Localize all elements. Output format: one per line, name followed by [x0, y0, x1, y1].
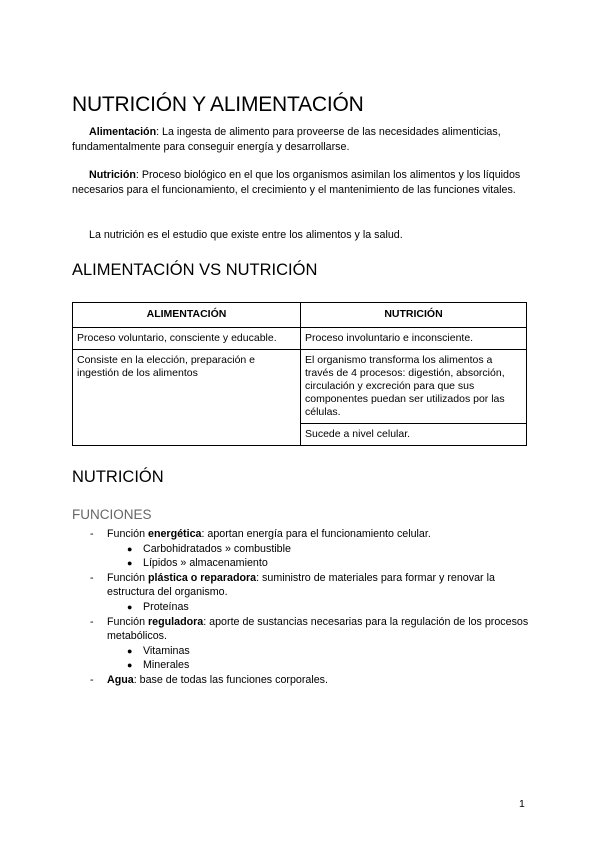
section-heading-vs: ALIMENTACIÓN VS NUTRICIÓN — [72, 261, 318, 279]
dot-bullet-icon: ● — [127, 645, 133, 656]
list-subitem — [90, 644, 530, 659]
item-bold: Agua — [107, 673, 134, 686]
term-alimentacion: Alimentación — [89, 126, 157, 138]
table-cell: Consiste en la elección, preparación e ingestión de los alimentos — [73, 350, 301, 446]
dot-bullet-icon: ● — [127, 660, 133, 671]
item-bold: plástica o reparadora — [148, 571, 257, 584]
item-bold: energética — [148, 528, 202, 540]
subitem-text: Vitaminas — [143, 644, 190, 657]
item-text: : aporte de sustancias necesarias para la regulación de los procesos metabólicos. — [107, 615, 529, 643]
subitem-text: Minerales — [143, 659, 190, 672]
definition-text: : La ingesta de alimento para proveerse de las necesidades alimenticias, fundamentalmente para conseguir energía y desarrollarse. — [72, 126, 501, 154]
nutrition-statement — [72, 228, 530, 243]
table-cell: Sucede a nivel celular. — [301, 424, 527, 446]
comparison-table — [72, 302, 527, 446]
dot-bullet-icon: ● — [127, 543, 133, 554]
header-alimentacion: ALIMENTACIÓN — [73, 303, 301, 328]
page-number: 1 — [519, 798, 525, 810]
list-item — [90, 673, 530, 688]
item-text: : aportan energía para el funcionamiento celular. — [201, 528, 431, 540]
list-item — [90, 527, 530, 542]
item-bold: reguladora — [148, 615, 204, 628]
item-text: : suministro de materiales para formar y renovar la estructura del organismo. — [107, 571, 495, 599]
dash-bullet-icon: - — [90, 673, 94, 686]
dot-bullet-icon: ● — [127, 601, 133, 612]
dot-bullet-icon: ● — [127, 558, 133, 569]
subitem-text: Proteínas — [143, 600, 189, 613]
item-prefix: Función — [107, 528, 148, 540]
definition-nutricion — [72, 168, 530, 198]
subitem-text: Carbohidratados » combustible — [143, 542, 291, 555]
list-item — [90, 615, 530, 644]
definition-alimentacion — [72, 125, 530, 155]
statement-text: La nutrición es el estudio que existe entre los alimentos y la salud. — [89, 229, 403, 241]
subitem-text: Lípidos » almacenamiento — [143, 557, 268, 570]
dash-bullet-icon: - — [90, 615, 94, 628]
term-nutricion: Nutrición — [89, 169, 136, 181]
table-row — [73, 350, 527, 424]
dash-bullet-icon: - — [90, 528, 94, 540]
table-row — [73, 328, 527, 350]
list-subitem — [90, 542, 530, 557]
table-header-row — [73, 303, 527, 328]
list-subitem — [90, 556, 530, 571]
list-item — [90, 571, 530, 600]
list-subitem — [90, 600, 530, 615]
item-prefix: Función — [107, 571, 148, 584]
funciones-list — [90, 527, 530, 688]
item-prefix: Función — [107, 615, 148, 628]
definition-text: : Proceso biológico en el que los organismos asimilan los alimentos y los líquidos necesarios para el funcionamiento, el crecimiento y el mantenimiento de las funciones vitales. — [72, 169, 521, 197]
table-cell: El organismo transforma los alimentos a través de 4 procesos: digestión, absorción, circulación y excreción para que sus componentes puedan ser utilizados por las células. — [301, 350, 527, 424]
page-title: NUTRICIÓN Y ALIMENTACIÓN — [72, 93, 364, 116]
header-nutricion: NUTRICIÓN — [301, 303, 527, 328]
dash-bullet-icon: - — [90, 571, 94, 584]
section-heading-funciones: FUNCIONES — [72, 507, 152, 522]
table-cell: Proceso involuntario e inconsciente. — [301, 328, 527, 350]
item-text: : base de todas las funciones corporales. — [133, 673, 328, 686]
section-heading-nutricion: NUTRICIÓN — [72, 468, 164, 486]
list-subitem — [90, 658, 530, 673]
table-cell: Proceso voluntario, consciente y educable. — [73, 328, 301, 350]
